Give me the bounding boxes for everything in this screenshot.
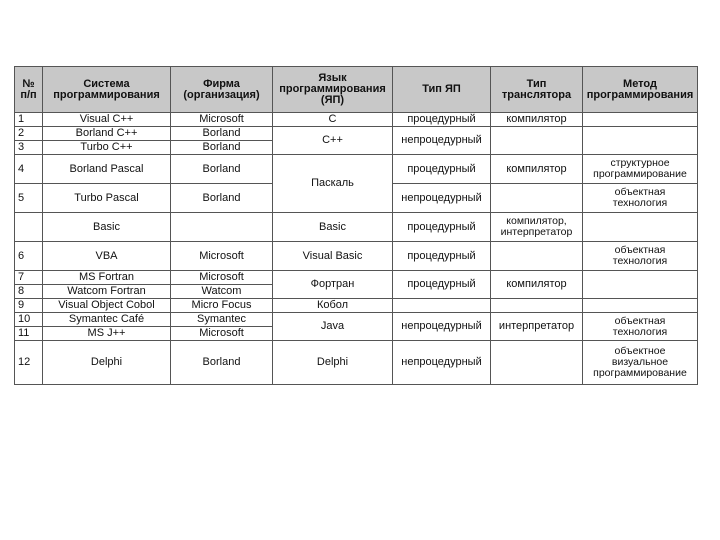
cell-firm: Microsoft bbox=[171, 271, 273, 285]
table-row bbox=[15, 299, 698, 313]
cell-language: Паскаль bbox=[273, 155, 393, 213]
cell-system: Watcom Fortran bbox=[43, 285, 171, 299]
cell-method bbox=[583, 299, 698, 313]
cell-number: 2 bbox=[15, 127, 43, 141]
cell-number: 4 bbox=[15, 155, 43, 184]
cell-firm: Microsoft bbox=[171, 113, 273, 127]
cell-number: 5 bbox=[15, 184, 43, 213]
cell-number: 6 bbox=[15, 242, 43, 271]
cell-system: VBA bbox=[43, 242, 171, 271]
cell-number: 8 bbox=[15, 285, 43, 299]
cell-number: 7 bbox=[15, 271, 43, 285]
cell-lang-type bbox=[393, 299, 491, 313]
cell-firm: Microsoft bbox=[171, 242, 273, 271]
cell-lang-type: процедурный bbox=[393, 213, 491, 242]
cell-method: объектное визуальное программирование bbox=[583, 341, 698, 385]
cell-method bbox=[583, 127, 698, 155]
cell-language: C++ bbox=[273, 127, 393, 155]
cell-language: Фортран bbox=[273, 271, 393, 299]
cell-language: Delphi bbox=[273, 341, 393, 385]
cell-firm: Borland bbox=[171, 127, 273, 141]
cell-firm: Symantec bbox=[171, 313, 273, 327]
cell-firm: Borland bbox=[171, 155, 273, 184]
table-wrapper bbox=[14, 66, 697, 385]
cell-system: Delphi bbox=[43, 341, 171, 385]
cell-system: Symantec Café bbox=[43, 313, 171, 327]
cell-system: Borland Pascal bbox=[43, 155, 171, 184]
cell-firm: Borland bbox=[171, 341, 273, 385]
cell-lang-type: процедурный bbox=[393, 155, 491, 184]
cell-number bbox=[15, 213, 43, 242]
cell-firm: Micro Focus bbox=[171, 299, 273, 313]
header-row bbox=[15, 67, 698, 113]
cell-translator bbox=[491, 127, 583, 155]
header-cell-lang-type: Тип ЯП bbox=[393, 67, 491, 113]
cell-translator bbox=[491, 242, 583, 271]
programming-systems-table bbox=[14, 66, 698, 385]
cell-translator bbox=[491, 184, 583, 213]
table-row bbox=[15, 271, 698, 285]
cell-translator: компилятор bbox=[491, 113, 583, 127]
cell-firm: Borland bbox=[171, 184, 273, 213]
cell-firm: Microsoft bbox=[171, 327, 273, 341]
cell-language: Кобол bbox=[273, 299, 393, 313]
cell-translator: интерпретатор bbox=[491, 313, 583, 341]
cell-lang-type: процедурный bbox=[393, 113, 491, 127]
cell-translator bbox=[491, 299, 583, 313]
header-cell-method: Метод программирования bbox=[583, 67, 698, 113]
cell-lang-type: непроцедурный bbox=[393, 184, 491, 213]
cell-system: Basic bbox=[43, 213, 171, 242]
cell-system: Turbo C++ bbox=[43, 141, 171, 155]
cell-number: 11 bbox=[15, 327, 43, 341]
cell-number: 1 bbox=[15, 113, 43, 127]
table-row bbox=[15, 313, 698, 327]
cell-number: 12 bbox=[15, 341, 43, 385]
cell-system: MS J++ bbox=[43, 327, 171, 341]
cell-firm: Borland bbox=[171, 141, 273, 155]
cell-number: 9 bbox=[15, 299, 43, 313]
cell-method: структурное программирование bbox=[583, 155, 698, 184]
cell-method: объектная технология bbox=[583, 313, 698, 341]
cell-language: Java bbox=[273, 313, 393, 341]
cell-system: MS Fortran bbox=[43, 271, 171, 285]
cell-language: Basic bbox=[273, 213, 393, 242]
cell-system: Visual C++ bbox=[43, 113, 171, 127]
cell-translator: компилятор, интерпретатор bbox=[491, 213, 583, 242]
header-cell-firm: Фирма (организация) bbox=[171, 67, 273, 113]
table-row bbox=[15, 127, 698, 141]
cell-translator: компилятор bbox=[491, 271, 583, 299]
cell-language: C bbox=[273, 113, 393, 127]
table-row bbox=[15, 213, 698, 242]
header-cell-language: Язык программирования (ЯП) bbox=[273, 67, 393, 113]
cell-number: 3 bbox=[15, 141, 43, 155]
cell-language: Visual Basic bbox=[273, 242, 393, 271]
cell-method: объектная технология bbox=[583, 184, 698, 213]
cell-system: Turbo Pascal bbox=[43, 184, 171, 213]
cell-lang-type: непроцедурный bbox=[393, 313, 491, 341]
header-cell-system: Система программирования bbox=[43, 67, 171, 113]
cell-system: Visual Object Cobol bbox=[43, 299, 171, 313]
cell-number: 10 bbox=[15, 313, 43, 327]
table-row bbox=[15, 155, 698, 184]
cell-lang-type: непроцедурный bbox=[393, 341, 491, 385]
cell-method bbox=[583, 271, 698, 299]
cell-method: объектная технология bbox=[583, 242, 698, 271]
header-cell-number: № п/п bbox=[15, 67, 43, 113]
cell-lang-type: непроцедурный bbox=[393, 127, 491, 155]
cell-lang-type: процедурный bbox=[393, 242, 491, 271]
cell-firm bbox=[171, 213, 273, 242]
cell-system: Borland C++ bbox=[43, 127, 171, 141]
cell-firm: Watcom bbox=[171, 285, 273, 299]
table-row bbox=[15, 341, 698, 385]
cell-method bbox=[583, 113, 698, 127]
cell-method bbox=[583, 213, 698, 242]
table-row bbox=[15, 113, 698, 127]
header-cell-translator: Тип транслятора bbox=[491, 67, 583, 113]
table-row bbox=[15, 242, 698, 271]
cell-translator: компилятор bbox=[491, 155, 583, 184]
cell-translator bbox=[491, 341, 583, 385]
cell-lang-type: процедурный bbox=[393, 271, 491, 299]
